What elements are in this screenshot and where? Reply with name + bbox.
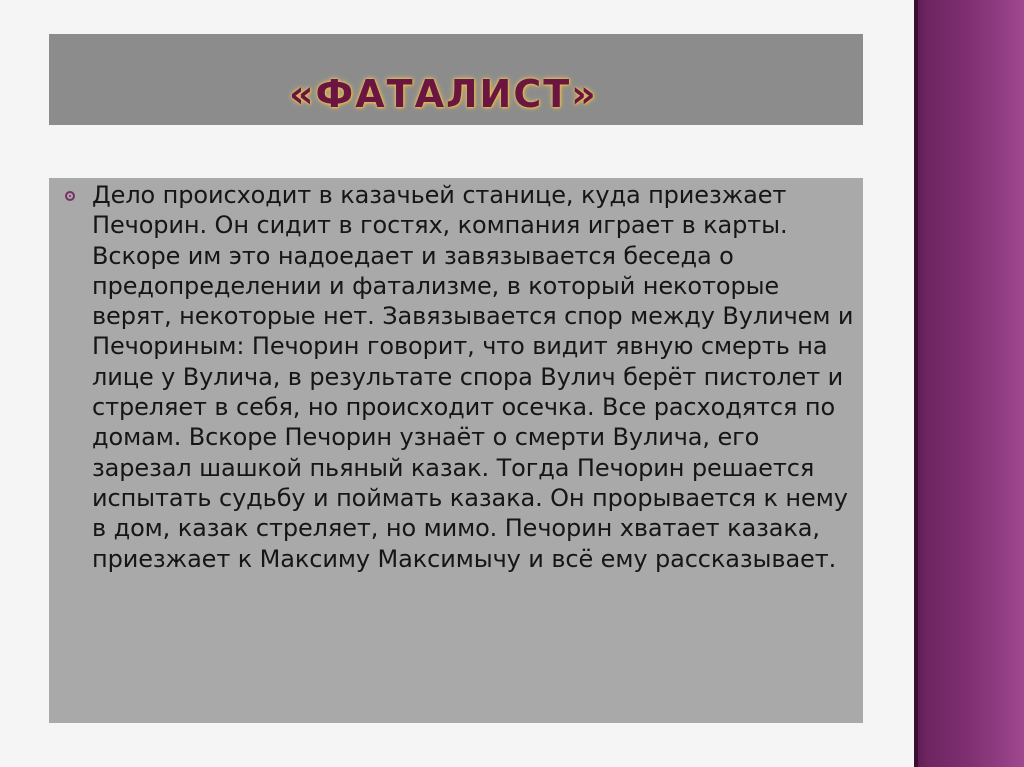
circle-bullet-icon: [65, 191, 75, 201]
decorative-side-band: [914, 0, 1024, 767]
slide-title: «ФАТАЛИСТ»: [289, 72, 598, 116]
side-band-edge: [914, 0, 918, 767]
body-text: Дело происходит в казачьей станице, куда приезжает Печорин. Он сидит в гостях, компания играет в карты. Вскоре им это надоедает и завязывается беседа о предопределении и фатализме, в который некоторые верят, некоторые нет. Завязывается спор между Вуличем и Печориным: Печорин говорит, что видит явную смерть на лице у Вулича, в результате спора Вулич берёт пистолет и стреляет в себя, но происходит осечка. Все расходятся по домам. Вскоре Печорин узнаёт о смерти Вулича, его зарезал шашкой пьяный казак. Тогда Печорин решается испытать судьбу и поймать казака. Он прорывается к нему в дом, казак стреляет, но мимо. Печорин хватает казака, приезжает к Максиму Максимычу и всё ему рассказывает.: [92, 181, 854, 573]
